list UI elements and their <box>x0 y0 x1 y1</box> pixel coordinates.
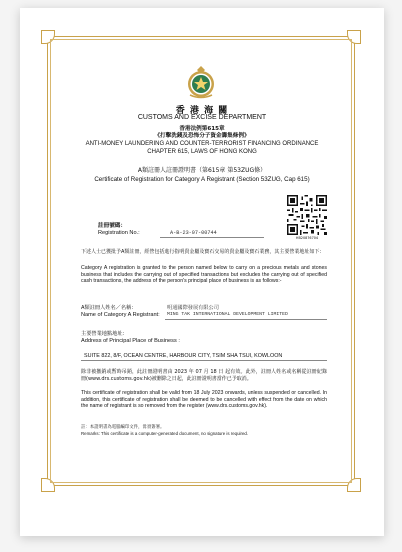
registrant-name-en: MING TAK INTERNATIONAL DEVELOPMENT LIMITED <box>167 312 288 317</box>
address-label-cn: 主要營業地點地址： <box>81 331 128 337</box>
intro-text-cn: 下述人士已獲批予A類註冊，經營包括進行指明貴金屬及寶石交易的貴金屬及寶石業務，其主要營業地址如下： <box>81 249 325 255</box>
department-title-cn: 香 港 海 關 <box>175 106 229 116</box>
ordinance-line-2: CHAPTER 615, LAWS OF HONG KONG <box>147 149 257 155</box>
certificate-title-cn: A類註冊人註冊證明書（第615章 第53ZUG條） <box>137 167 267 174</box>
border-corner <box>347 478 361 492</box>
border-corner <box>41 478 55 492</box>
customs-emblem-icon <box>184 64 218 100</box>
registrant-underline <box>165 319 327 320</box>
ordinance-chapter-cn: 香港法例第615章 <box>179 126 225 132</box>
registration-number: A-B-23-07-00744 <box>170 230 217 236</box>
qr-code-number: HB20876704 <box>295 236 319 240</box>
certificate-title-en: Certificate of Registration for Category A Registrant (Section 53ZUG, Cap 615) <box>94 176 310 183</box>
address-label-en: Address of Principal Place of Business : <box>81 338 180 344</box>
registration-label-en: Registration No.: <box>98 230 140 236</box>
department-title-en: CUSTOMS AND EXCISE DEPARTMENT <box>137 114 267 121</box>
qr-code-icon <box>287 195 327 235</box>
registrant-label-cn: A類註冊人姓名／名稱： <box>81 305 137 311</box>
certificate-sheet <box>20 8 384 536</box>
ordinance-line-1: ANTI-MONEY LAUNDERING AND COUNTER-TERRORIST FINANCING ORDINANCE <box>85 141 319 147</box>
ordinance-name-en <box>20 140 384 156</box>
registration-label-cn: 註冊號碼： <box>98 223 126 229</box>
validity-text-en: This certificate of registration shall be valid from 18 July 2023 onwards, unless suspended or cancelled. In addition, this certificate of registration shall be deemed to be cancelled with effect from the date on which the name of registrant is so removed from the register (www.drs.customs.gov.hk). <box>81 390 327 410</box>
remark-en: Remarks: This certificate is a computer-generated document, no signature is required. <box>81 431 249 436</box>
address-value: SUITE 822, 8/F, OCEAN CENTRE, HARBOUR CITY, TSIM SHA TSUI, KOWLOON <box>84 353 283 359</box>
ordinance-name-cn: 《打擊洗錢及恐怖分子資金籌集條例》 <box>154 133 250 139</box>
address-underline <box>81 360 327 361</box>
validity-text-cn: 除非被撤銷或暫時吊銷，此註冊證明書由 2023 年 07 月 18 日 起有效。此外，註冊人姓名或名稱從註冊紀錄冊(www.drs.customs.gov.hk)被刪除之日起，此註冊證明書當作已予取消。 <box>81 369 327 382</box>
registration-underline <box>160 237 264 238</box>
remark-cn: 註：本證明書為電腦編印文件，毋須簽署。 <box>81 425 165 430</box>
registrant-label-en: Name of Category A Registrant: <box>81 312 160 318</box>
border-corner <box>41 30 55 44</box>
border-corner <box>347 30 361 44</box>
intro-text-en: Category A registration is granted to the person named below to carry on a precious metals and stones business that includes the carrying out of specified transactions but excludes the carrying out of specified cash transactions, the address of the person's principal place of business is as follows:- <box>81 265 327 285</box>
registrant-name-cn: 明通國際發展有限公司 <box>167 305 219 311</box>
